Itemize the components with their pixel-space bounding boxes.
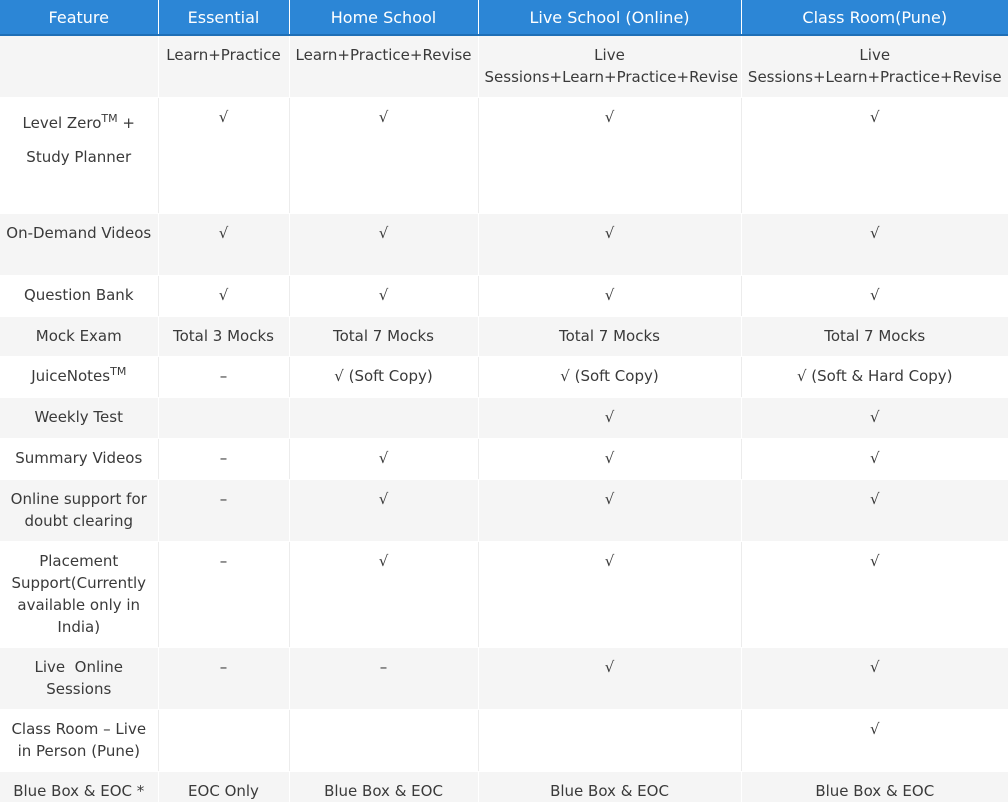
home-school-cell: √ [289, 275, 478, 316]
header-live-school: Live School (Online) [478, 0, 741, 35]
table-row [0, 316, 1008, 356]
class-room-cell: √ [741, 97, 1008, 213]
home-school-cell [289, 397, 478, 438]
feature-cell: Placement Support(Currently available only in India) [0, 541, 158, 647]
class-room-cell: √ [741, 438, 1008, 479]
header-feature: Feature [0, 0, 158, 35]
live-school-cell: Live Sessions+Learn+Practice+Revise [478, 35, 741, 97]
feature-cell: Weekly Test [0, 397, 158, 438]
essential-cell: √ [158, 275, 289, 316]
trademark-sup: TM [101, 111, 118, 125]
live-school-cell: √ [478, 647, 741, 709]
essential-cell: – [158, 647, 289, 709]
class-room-cell: Live Sessions+Learn+Practice+Revise [741, 35, 1008, 97]
feature-label: JuiceNotes [31, 366, 111, 385]
feature-cell: Online support for doubt clearing [0, 479, 158, 541]
live-school-cell [478, 709, 741, 771]
live-school-cell: √ [478, 541, 741, 647]
feature-cell [0, 97, 158, 213]
live-school-cell: √ [478, 438, 741, 479]
live-school-cell: √ [478, 213, 741, 275]
live-school-cell: √ [478, 479, 741, 541]
live-school-cell: √ [478, 397, 741, 438]
header-class-room: Class Room(Pune) [741, 0, 1008, 35]
home-school-cell: √ [289, 213, 478, 275]
home-school-cell: √ (Soft Copy) [289, 356, 478, 397]
home-school-cell: √ [289, 479, 478, 541]
class-room-cell: Total 7 Mocks [741, 316, 1008, 356]
feature-label: Level Zero [22, 113, 102, 132]
table-row [0, 213, 1008, 275]
feature-cell: On-Demand Videos [0, 213, 158, 275]
live-school-cell: Total 7 Mocks [478, 316, 741, 356]
class-room-cell: √ [741, 647, 1008, 709]
essential-cell: Learn+Practice [158, 35, 289, 97]
home-school-cell [289, 709, 478, 771]
table-row [0, 479, 1008, 541]
home-school-cell: √ [289, 541, 478, 647]
class-room-cell: √ [741, 479, 1008, 541]
live-school-cell: √ [478, 275, 741, 316]
home-school-cell: Blue Box & EOC [289, 771, 478, 802]
essential-cell: – [158, 479, 289, 541]
class-room-cell: Blue Box & EOC [741, 771, 1008, 802]
feature-cell: Class Room – Live in Person (Pune) [0, 709, 158, 771]
home-school-cell: Learn+Practice+Revise [289, 35, 478, 97]
essential-cell [158, 397, 289, 438]
table-row [0, 541, 1008, 647]
essential-cell: – [158, 356, 289, 397]
essential-cell: Total 3 Mocks [158, 316, 289, 356]
feature-cell [0, 356, 158, 397]
feature-cell: Mock Exam [0, 316, 158, 356]
header-row [0, 0, 1008, 35]
feature-suffix: + Study Planner [26, 113, 135, 166]
class-room-cell: √ [741, 213, 1008, 275]
class-room-cell: √ (Soft & Hard Copy) [741, 356, 1008, 397]
table-header [0, 0, 1008, 35]
class-room-cell: √ [741, 541, 1008, 647]
table-row [0, 397, 1008, 438]
class-room-cell: √ [741, 275, 1008, 316]
feature-cell: Blue Box & EOC * [0, 771, 158, 802]
class-room-cell: √ [741, 709, 1008, 771]
table-row [0, 97, 1008, 213]
table-row [0, 771, 1008, 802]
trademark-sup: TM [110, 364, 127, 378]
header-home-school: Home School [289, 0, 478, 35]
essential-cell [158, 709, 289, 771]
table-row [0, 438, 1008, 479]
home-school-cell: √ [289, 438, 478, 479]
header-essential: Essential [158, 0, 289, 35]
table-row [0, 35, 1008, 97]
table-row [0, 647, 1008, 709]
live-school-cell: √ [478, 97, 741, 213]
essential-cell: √ [158, 213, 289, 275]
essential-cell: – [158, 438, 289, 479]
live-school-cell: √ (Soft Copy) [478, 356, 741, 397]
feature-cell [0, 35, 158, 97]
feature-cell: Live Online Sessions [0, 647, 158, 709]
table-row [0, 275, 1008, 316]
table-row [0, 709, 1008, 771]
table-body [0, 35, 1008, 802]
essential-cell: – [158, 541, 289, 647]
essential-cell: EOC Only [158, 771, 289, 802]
home-school-cell: – [289, 647, 478, 709]
class-room-cell: √ [741, 397, 1008, 438]
feature-cell: Question Bank [0, 275, 158, 316]
live-school-cell: Blue Box & EOC [478, 771, 741, 802]
home-school-cell: √ [289, 97, 478, 213]
feature-cell: Summary Videos [0, 438, 158, 479]
home-school-cell: Total 7 Mocks [289, 316, 478, 356]
table-row [0, 356, 1008, 397]
essential-cell: √ [158, 97, 289, 213]
